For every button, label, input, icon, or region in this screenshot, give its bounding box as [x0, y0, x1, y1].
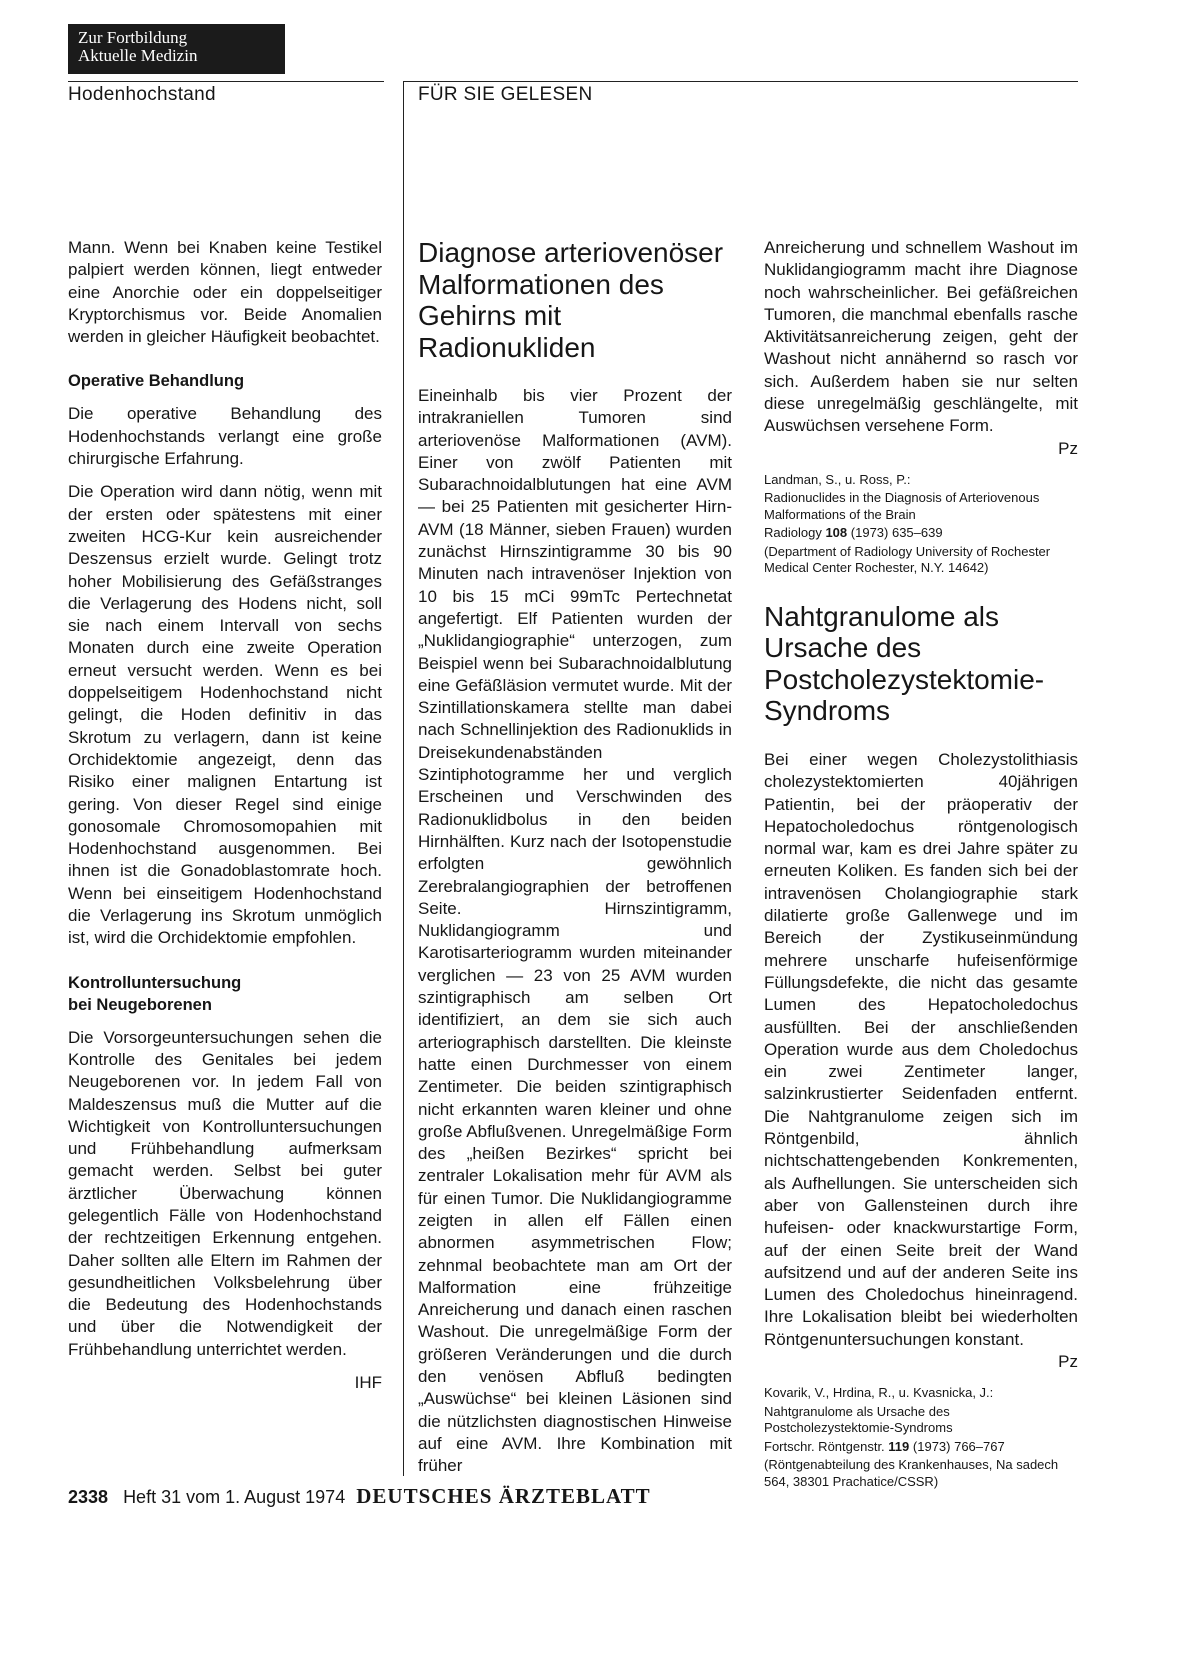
ref1-pages: (1973) 635–639: [850, 525, 943, 541]
top-rule-left: [68, 81, 384, 82]
series-header-box: [68, 24, 285, 74]
page-number: 2338: [68, 1487, 109, 1507]
reference-1: [764, 472, 1078, 577]
col3-paragraph-1: Anreicherung und schnellem Washout im Nuklidangiogramm macht ihre Diagnose noch wahrscheinlicher. Bei gefäßreichen Tumoren, die manchmal ebenfalls rasche Aktivitätsanreicherung zeigen, geht der Washout nicht annähernd so rasch vor sich. Außerdem haben sie nur selten diese unregelmäßig geschlängelte, mit Auswüchsen versehene Form.: [764, 238, 1078, 436]
ref1-affiliation: (Department of Radiology University of Rochester Medical Center Rochester, N.Y. 14642): [764, 543, 1051, 576]
article-title-nahtgranulome: Nahtgranulome als Ursache des Postcholezystektomie-Syndroms: [764, 600, 1045, 727]
col1-signature: IHF: [354, 1373, 382, 1393]
column-3: [764, 237, 1078, 1514]
column-2: [418, 237, 732, 1489]
col3-paragraph-2: Bei einer wegen Cholezystolithiasis cholezystektomierten 40jährigen Patientin, bei der präoperativ der Hepatocholedochus röntgenologisch normal war, kam es drei Jahre später zu erneuten Koliken. Es fanden sich bei der intravenösen Cholangiographie stark dilatierte große Gallenwege und im Bereich der Zystikuseinmündung mehrere unscharfe hufeisenförmige Füllungsdefekte, die nicht das gesamte Lumen des Hepatocholedochus ausfüllten. Bei der anschließenden Operation wurde aus dem Choledochus ein zwei Zentimeter langer, salzinkrustierter Seidenfaden entfernt. Die Nahtgranulome zeigen sich im Röntgenbild, ähnlich nichtschattengebenden Konkrementen, als Aufhellungen. Sie unterscheiden sich aber von Gallensteinen durch ihre hufeisen- oder knackwurstartige Form, auf der einen Seite breit der Wand aufsitzend und auf der anderen Seite ins Lumen des Choledochus hineinragend. Ihre Lokalisation bleibt bei wiederholten Röntgenuntersuchungen konstant.: [764, 749, 1078, 1349]
col1-paragraph-3: Die Operation wird dann nötig, wenn mit der ersten oder spätestens mit einer zweiten HCG-Kur kein ausreichender Deszensus erzielt wurde. Gelingt trotz hoher Mobilisierung des Gefäßstranges die Verlagerung des Hodens nicht, soll sie nach einem Intervall von sechs Monaten durch eine zweite Operation erneut versucht werden. Wenn es bei doppelseitigem Hodenhochstand nicht gelingt, die Hoden definitiv in das Skrotum zu verlagern, dann ist keine Orchidektomie angezeigt, denn das Risiko einer malignen Entartung ist gering. Von dieser Regel sind einige gonosomale Chromosomopahien mit Hodenhochstand ausgenommen. Bei ihnen ist die Gonadoblastomrate hoch. Wenn bei einseitigem Hodenhochstand die Verlagerung ins Skrotum unmöglich ist, wird die Orchidektomie empfohlen.: [68, 482, 382, 948]
column-1: [68, 237, 382, 1394]
col1-paragraph-1: Mann. Wenn bei Knaben keine Testikel palpiert werden können, liegt entweder eine Anorchie oder ein doppelseitiger Kryptorchismus vor. Beide Anomalien werden in gleicher Häufigkeit beobachtet.: [68, 238, 382, 347]
heading-operative-behandlung: Operative Behandlung: [68, 372, 245, 391]
col1-signature-row: [68, 1372, 382, 1394]
page-footer: [68, 1484, 651, 1509]
article-body-avm: Eineinhalb bis vier Prozent der intrakraniellen Tumoren sind arteriovenöse Malformationen (AVM). Einer von zwölf Patienten mit Subarachnoidalblutungen hat eine AVM — bei 25 Patienten mit gesicherter Hirn-AVM (18 Männer, sieben Frauen) wurden zunächst Hirnszintigramme 30 bis 90 Minuten nach intravenöser Injektion von 10 bis 15 mCi 99mTc Pertechnetat angefertigt. Elf Patienten wurden der „Nuklidangiographie“ unterzogen, zum Beispiel wenn bei Subarachnoidalblutung eine Gefäßläsion vermutet wurde. Mit der Szintillationskamera stellte man dabei nach Schnellinjektion des Radionuklids in Dreisekundenabständen Szintiphotogramme her und verglich Erscheinen und Verschwinden des Radionuklidbolus in den beiden Hirnhälften. Kurz nach der Isotopenstudie erfolgten gewöhnlich Zerebralangiographien der betroffenen Seite. Hirnszintigramm, Nuklidangiogramm und Karotisarteriogramm wurden miteinander verglichen — 23 von 25 AVM wurden szintigraphisch am selben Ort identifiziert, an dem sie sich auch arteriographisch darstellten. Die kleinste hatte einen Durchmesser von einem Zentimeter. Die beiden szintigraphisch nicht erkannten waren kleiner und ohne große Abflußvenen. Unregelmäßige Form des „heißen Bezirkes“ spricht bei zentraler Lokalisation mehr für AVM als für einen Tumor. Die Nuklidangiogramme zeigten in allen elf Fällen einen abnormen asymmetrischen Flow; zehnmal beobachtete man am Ort der Malformation eine frühzeitige Anreicherung und danach einen raschen Washout. Die unregelmäßige Form der größeren Veränderungen und die durch den venösen Abfluß bedingten „Auswüchse“ bei kleinen Läsionen sind die nützlichsten diagnostischen Hinweise auf eine AVM. Ihre Kombination mit früher: [418, 386, 732, 1476]
ref1-journal: Radiology: [764, 525, 822, 541]
ref2-affiliation: (Röntgenabteilung des Krankenhauses, Na sadech 564, 38301 Prachatice/CSSR): [764, 1457, 1059, 1489]
ref1-volume: 108: [825, 525, 848, 541]
col1-paragraph-2: Die operative Behandlung des Hodenhochstands verlangt eine große chirurgische Erfahrung.: [68, 404, 382, 469]
ref1-authors: Landman, S., u. Ross, P.:: [764, 471, 911, 487]
col3-signature-2: Pz: [1058, 1351, 1078, 1371]
heading-kontroll-line1: Kontrolluntersuchung: [68, 973, 242, 992]
column-divider: [403, 81, 404, 1476]
ref1-title: Radionuclides in the Diagnosis of Arteriovenous Malformations of the Brain: [764, 490, 1040, 522]
section-label-left: Hodenhochstand: [68, 84, 216, 105]
issue-line: Heft 31 vom 1. August 1974: [123, 1487, 346, 1507]
series-header-line2: Aktuelle Medizin: [78, 46, 198, 65]
ref2-pages: (1973) 766–767: [912, 1438, 1005, 1454]
ref2-journal: Fortschr. Röntgenstr.: [764, 1438, 885, 1454]
article-title-avm: Diagnose arteriovenöser Malformationen des Gehirns mit Radionukliden: [418, 237, 724, 363]
series-header-line1: Zur Fortbildung: [78, 28, 188, 47]
ref2-authors: Kovarik, V., Hrdina, R., u. Kvasnicka, J.:: [764, 1385, 994, 1401]
reference-2: [764, 1385, 1078, 1490]
ref2-citation: [764, 1439, 1078, 1456]
col1-paragraph-4: Die Vorsorgeuntersuchungen sehen die Kontrolle des Genitales bei jedem Neugeborenen vor. In jedem Fall von Maldeszensus muß die Mutter auf die Wichtigkeit von Kontrolluntersuchungen und Frühbehandlung aufmerksam gemacht werden. Selbst bei guter ärztlicher Überwachung können gelegentlich Fälle von Hodenhochstand der rechtzeitigen Erkennung entgehen. Daher sollten alle Eltern im Rahmen der gesundheitlichen Volksbelehrung über die Bedeutung des Hodenhochstands und über die Notwendigkeit der Frühbehandlung unterrichtet werden.: [68, 1027, 382, 1359]
heading-kontrolluntersuchung: [68, 972, 382, 1016]
ref2-title: Nahtgranulome als Ursache des Postcholezystektomie-Syndroms: [764, 1403, 953, 1436]
journal-masthead: DEUTSCHES ÄRZTEBLATT: [356, 1484, 651, 1508]
col3-signature-1: Pz: [1058, 438, 1078, 458]
top-rule-right: [403, 81, 1078, 82]
ref2-volume: 119: [888, 1438, 910, 1454]
col3-signature-row-2: [764, 1351, 1078, 1373]
col3-signature-row-1: [764, 438, 1078, 460]
section-label-right: FÜR SIE GELESEN: [418, 84, 593, 105]
ref1-citation: [764, 525, 1078, 542]
heading-kontroll-line2: bei Neugeborenen: [68, 995, 212, 1014]
